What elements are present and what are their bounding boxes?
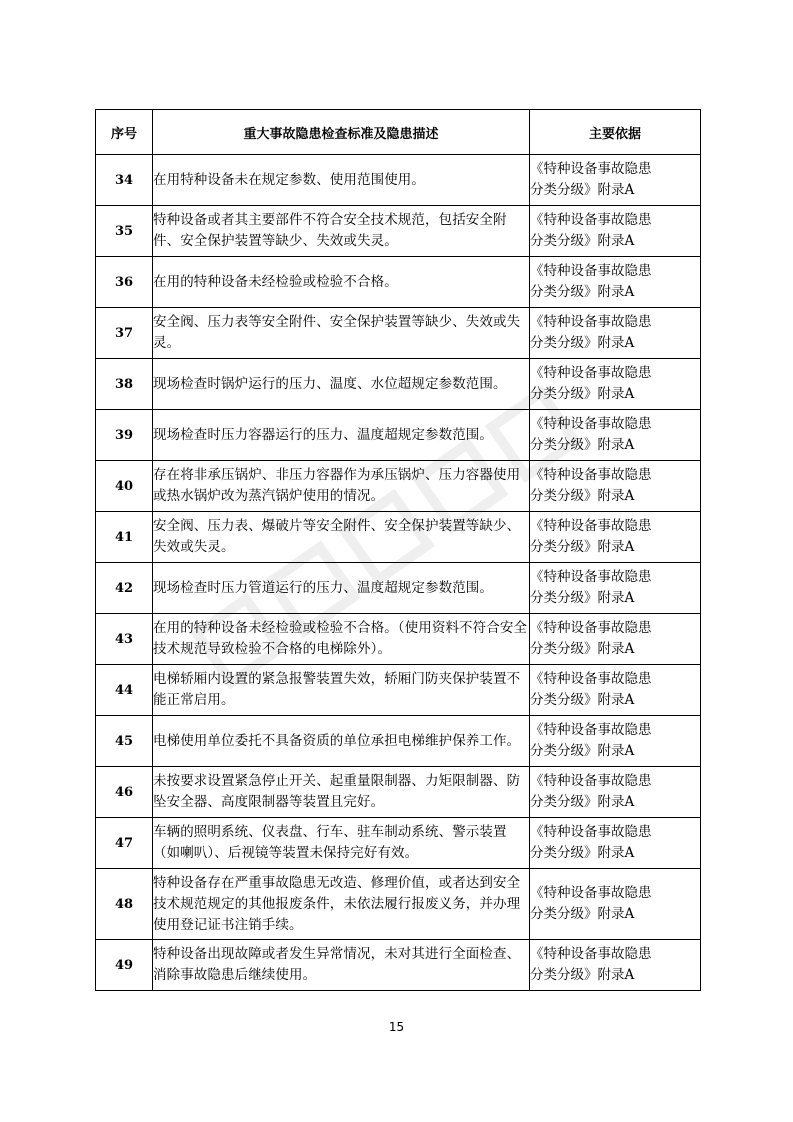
row-number: 46 bbox=[96, 767, 153, 818]
basis-line-1: 《特种设备事故隐患 bbox=[530, 365, 652, 381]
basis-line-2: 分类分级》附录A bbox=[530, 692, 635, 708]
basis-line-2: 分类分级》附录A bbox=[530, 386, 635, 402]
row-number: 41 bbox=[96, 512, 153, 563]
row-description: 现场检查时压力容器运行的压力、温度超规定参数范围。 bbox=[153, 410, 530, 461]
row-basis bbox=[530, 767, 701, 818]
row-basis bbox=[530, 665, 701, 716]
row-basis bbox=[530, 563, 701, 614]
row-basis bbox=[530, 410, 701, 461]
table-row bbox=[96, 257, 701, 308]
row-number: 43 bbox=[96, 614, 153, 665]
table-row bbox=[96, 767, 701, 818]
table-row bbox=[96, 716, 701, 767]
basis-line-2: 分类分级》附录A bbox=[530, 284, 635, 300]
basis-line-1: 《特种设备事故隐患 bbox=[530, 569, 652, 585]
row-description: 在用特种设备未在规定参数、使用范围使用。 bbox=[153, 155, 530, 206]
row-number: 47 bbox=[96, 818, 153, 869]
row-description: 车辆的照明系统、仪表盘、行车、驻车制动系统、警示装置（如喇叭）、后视镜等装置未保持完好有效。 bbox=[153, 818, 530, 869]
row-number: 38 bbox=[96, 359, 153, 410]
page-number: 15 bbox=[388, 1020, 405, 1034]
header-description: 重大事故隐患检查标准及隐患描述 bbox=[153, 110, 530, 155]
row-basis bbox=[530, 716, 701, 767]
row-basis bbox=[530, 614, 701, 665]
row-description: 安全阀、压力表、爆破片等安全附件、安全保护装置等缺少、失效或失灵。 bbox=[153, 512, 530, 563]
basis-line-2: 分类分级》附录A bbox=[530, 641, 635, 657]
basis-line-2: 分类分级》附录A bbox=[530, 590, 635, 606]
table-header-row bbox=[96, 110, 701, 155]
table-row bbox=[96, 359, 701, 410]
row-description: 未按要求设置紧急停止开关、起重量限制器、力矩限制器、防坠安全器、高度限制器等装置且完好。 bbox=[153, 767, 530, 818]
row-basis bbox=[530, 869, 701, 940]
table-row bbox=[96, 512, 701, 563]
row-description: 电梯使用单位委托不具备资质的单位承担电梯维护保养工作。 bbox=[153, 716, 530, 767]
row-basis bbox=[530, 818, 701, 869]
row-description: 电梯轿厢内设置的紧急报警装置失效，轿厢门防夹保护装置不能正常启用。 bbox=[153, 665, 530, 716]
row-basis bbox=[530, 257, 701, 308]
row-number: 48 bbox=[96, 869, 153, 940]
row-number: 35 bbox=[96, 206, 153, 257]
row-number: 36 bbox=[96, 257, 153, 308]
basis-line-1: 《特种设备事故隐患 bbox=[530, 416, 652, 432]
basis-line-2: 分类分级》附录A bbox=[530, 845, 635, 861]
row-description: 现场检查时锅炉运行的压力、温度、水位超规定参数范围。 bbox=[153, 359, 530, 410]
basis-line-2: 分类分级》附录A bbox=[530, 906, 635, 922]
basis-line-1: 《特种设备事故隐患 bbox=[530, 773, 652, 789]
basis-line-1: 《特种设备事故隐患 bbox=[530, 518, 652, 534]
basis-line-2: 分类分级》附录A bbox=[530, 967, 635, 983]
row-description: 特种设备存在严重事故隐患无改造、修理价值，或者达到安全技术规范规定的其他报废条件，未依法履行报废义务，并办理使用登记证书注销手续。 bbox=[153, 869, 530, 940]
table-row bbox=[96, 308, 701, 359]
row-description: 现场检查时压力管道运行的压力、温度超规定参数范围。 bbox=[153, 563, 530, 614]
row-description: 在用的特种设备未经检验或检验不合格。（使用资料不符合安全技术规范导致检验不合格的电梯除外）。 bbox=[153, 614, 530, 665]
basis-line-2: 分类分级》附录A bbox=[530, 233, 635, 249]
row-number: 39 bbox=[96, 410, 153, 461]
table-row bbox=[96, 940, 701, 991]
basis-line-2: 分类分级》附录A bbox=[530, 182, 635, 198]
basis-line-2: 分类分级》附录A bbox=[530, 539, 635, 555]
row-description: 安全阀、压力表等安全附件、安全保护装置等缺少、失效或失灵。 bbox=[153, 308, 530, 359]
row-number: 34 bbox=[96, 155, 153, 206]
row-number: 49 bbox=[96, 940, 153, 991]
basis-line-1: 《特种设备事故隐患 bbox=[530, 885, 652, 901]
hazard-standards-table bbox=[95, 109, 701, 991]
basis-line-1: 《特种设备事故隐患 bbox=[530, 263, 652, 279]
table-row bbox=[96, 461, 701, 512]
row-basis bbox=[530, 512, 701, 563]
row-description: 特种设备或者其主要部件不符合安全技术规范，包括安全附件、安全保护装置等缺少、失效或失灵。 bbox=[153, 206, 530, 257]
table-row bbox=[96, 818, 701, 869]
row-basis bbox=[530, 308, 701, 359]
table-row bbox=[96, 410, 701, 461]
table-row bbox=[96, 155, 701, 206]
basis-line-1: 《特种设备事故隐患 bbox=[530, 946, 652, 962]
basis-line-1: 《特种设备事故隐患 bbox=[530, 314, 652, 330]
row-number: 42 bbox=[96, 563, 153, 614]
row-number: 37 bbox=[96, 308, 153, 359]
row-basis bbox=[530, 940, 701, 991]
row-number: 44 bbox=[96, 665, 153, 716]
header-number: 序号 bbox=[96, 110, 153, 155]
table-row bbox=[96, 206, 701, 257]
table-row bbox=[96, 665, 701, 716]
table-row bbox=[96, 614, 701, 665]
basis-line-1: 《特种设备事故隐患 bbox=[530, 824, 652, 840]
basis-line-2: 分类分级》附录A bbox=[530, 335, 635, 351]
table-row bbox=[96, 869, 701, 940]
basis-line-2: 分类分级》附录A bbox=[530, 437, 635, 453]
basis-line-1: 《特种设备事故隐患 bbox=[530, 161, 652, 177]
row-basis bbox=[530, 206, 701, 257]
row-description: 特种设备出现故障或者发生异常情况，未对其进行全面检查、消除事故隐患后继续使用。 bbox=[153, 940, 530, 991]
row-description: 存在将非承压锅炉、非压力容器作为承压锅炉、压力容器使用或热水锅炉改为蒸汽锅炉使用的情况。 bbox=[153, 461, 530, 512]
row-basis bbox=[530, 155, 701, 206]
row-number: 45 bbox=[96, 716, 153, 767]
header-basis: 主要依据 bbox=[530, 110, 701, 155]
row-basis bbox=[530, 359, 701, 410]
basis-line-1: 《特种设备事故隐患 bbox=[530, 212, 652, 228]
basis-line-1: 《特种设备事故隐患 bbox=[530, 620, 652, 636]
row-description: 在用的特种设备未经检验或检验不合格。 bbox=[153, 257, 530, 308]
table-row bbox=[96, 563, 701, 614]
basis-line-2: 分类分级》附录A bbox=[530, 488, 635, 504]
row-basis bbox=[530, 461, 701, 512]
basis-line-2: 分类分级》附录A bbox=[530, 794, 635, 810]
basis-line-1: 《特种设备事故隐患 bbox=[530, 467, 652, 483]
row-number: 40 bbox=[96, 461, 153, 512]
basis-line-2: 分类分级》附录A bbox=[530, 743, 635, 759]
basis-line-1: 《特种设备事故隐患 bbox=[530, 722, 652, 738]
basis-line-1: 《特种设备事故隐患 bbox=[530, 671, 652, 687]
